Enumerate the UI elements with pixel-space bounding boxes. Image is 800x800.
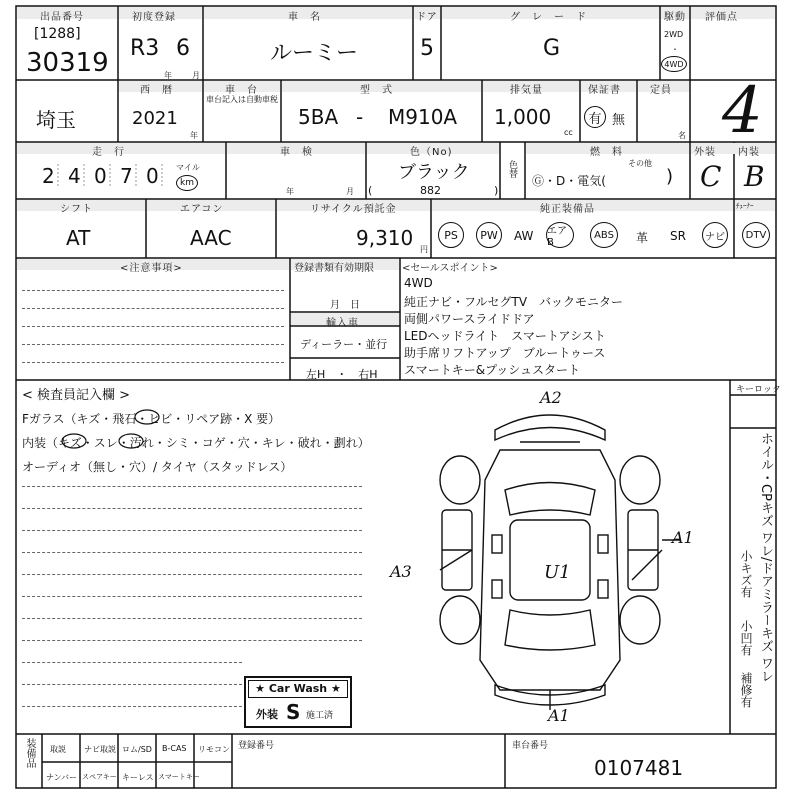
mileage-digit-2: 4 — [68, 164, 81, 188]
carwash-exterior: 外装 — [256, 708, 278, 721]
serial-number: 0107481 — [594, 756, 684, 780]
equipment-bottom-label: 装備品 — [24, 738, 35, 768]
recycle-value: 9,310 — [356, 226, 414, 250]
inspector-line-interior: 内装（キズ・スレ・汚れ・シミ・コゲ・穴・キレ・破れ・劃れ） — [22, 436, 370, 450]
equip-sr: SR — [670, 229, 686, 243]
warranty-no: 無 — [612, 113, 626, 128]
lot-label: 出品番号 — [40, 12, 84, 23]
sales-point-4: LEDヘッドライト スマートアシスト — [404, 329, 606, 343]
fuel-label: 燃 料 — [590, 147, 623, 158]
inspector-line-2 — [22, 508, 362, 509]
first-reg-era: R3 — [130, 36, 160, 61]
color-code-close: ) — [494, 184, 499, 197]
mileage-digit-1: 2 — [42, 164, 55, 188]
side-note-repair: 補修有 — [739, 672, 753, 708]
inspector-line-1 — [22, 486, 362, 487]
inspector-line-8 — [22, 640, 362, 641]
model-prefix: 5BA — [298, 105, 339, 129]
model-dash: - — [356, 105, 364, 129]
inspector-line-10 — [22, 684, 242, 685]
warranty-yes-circled: 有 — [584, 106, 606, 128]
sales-point-label: <セールスポイント> — [402, 263, 498, 274]
mileage-digit-3: 0 — [94, 164, 107, 188]
month-unit: 月 — [192, 71, 200, 80]
equip-dtv-circled: DTV — [742, 222, 770, 248]
color-code: 882 — [420, 184, 441, 197]
drive-separator: ・ — [671, 45, 679, 54]
mileage-digit-4: 7 — [120, 164, 133, 188]
ac-value: AAC — [190, 226, 232, 250]
interior-grade: B — [744, 160, 765, 193]
ac-label: エアコン — [180, 204, 224, 215]
chassis-label: 車 台 — [225, 85, 258, 96]
notice-line-5 — [22, 362, 284, 363]
model-label: 型 式 — [360, 85, 393, 96]
year-label: 西 暦 — [140, 85, 173, 96]
equip-ps-circled: PS — [438, 222, 464, 248]
inspector-line-5 — [22, 574, 362, 575]
inspector-line-9 — [22, 662, 242, 663]
side-note-scratch: 小キズ有 — [739, 550, 753, 598]
reg-number-label: 登録番号 — [238, 741, 275, 751]
color-label: 色（No) — [410, 147, 453, 158]
displacement-label: 排気量 — [510, 85, 543, 96]
mileage-unit-mile: マイル — [176, 163, 200, 172]
mileage-digit-5: 0 — [146, 164, 159, 188]
equip-abs-circled: ABS — [590, 222, 618, 248]
notice-line-1 — [22, 290, 284, 291]
equip-aw: AW — [514, 229, 534, 243]
sales-point-3: 両側パワースライドドア — [404, 312, 535, 326]
lot-number: 30319 — [26, 48, 109, 78]
displacement-value: 1,000 — [494, 105, 552, 129]
first-reg-month: 6 — [176, 36, 190, 61]
drive-4wd-circled: 4WD — [661, 56, 687, 72]
notice-line-4 — [22, 344, 284, 345]
grade-value: G — [543, 36, 561, 61]
mileage-label: 走 行 — [92, 147, 125, 158]
exterior-grade: C — [700, 160, 722, 193]
notice-label: <注意事項> — [120, 263, 183, 274]
door-count: 5 — [420, 36, 434, 61]
interior-label: 内装 — [738, 147, 760, 158]
bottom-item-bcas: B-CAS — [162, 744, 187, 753]
fuel-close: ) — [666, 166, 674, 187]
drive-2wd: 2WD — [664, 30, 684, 39]
carwash-stamp — [244, 676, 352, 728]
chassis-note: 車台記入は自動車税 — [206, 95, 278, 104]
year-unit-2: 年 — [190, 131, 198, 140]
inspector-line-3 — [22, 530, 362, 531]
inspector-line-6 — [22, 596, 362, 597]
equip-navi-circled: ナビ — [702, 222, 728, 248]
inspection-year-unit: 年 — [286, 187, 294, 196]
damage-mark-center: U1 — [544, 562, 571, 583]
recycle-unit: 円 — [420, 245, 428, 254]
import-label: 輸入車 — [326, 318, 359, 329]
color-code-open: ( — [368, 184, 373, 197]
shift-value: AT — [66, 226, 91, 250]
equip-pw-circled: PW — [476, 222, 502, 248]
carwash-title: ★ Car Wash ★ — [248, 680, 348, 698]
shift-label: シフト — [60, 204, 93, 215]
displacement-unit: cc — [564, 128, 573, 137]
equip-airbag-circled: エアB — [546, 222, 574, 248]
drive-label: 駆動 — [664, 12, 686, 23]
inspection-month-unit: 月 — [346, 187, 354, 196]
inspector-line-11 — [22, 706, 242, 707]
sales-point-1: 4WD — [404, 276, 433, 290]
side-note-dent: 小凹有 — [739, 620, 753, 656]
score-label: 評価点 — [705, 12, 738, 23]
car-name-label: 車 名 — [288, 12, 321, 23]
bottom-item-navi-manual: ナビ取説 — [84, 745, 116, 754]
inspector-line-audio: オーディオ（無し・穴）/ タイヤ（スタッドレス） — [22, 460, 293, 474]
sales-point-2: 純正ナビ・フルセグTV バックモニター — [404, 295, 624, 309]
import-dealer: ディーラー・並行 — [300, 338, 388, 351]
door-label: ドア — [416, 12, 438, 23]
inspector-line-glass: Fガラス（キズ・飛石・ヒビ・リペア跡・X 要） — [22, 412, 281, 426]
inspection-label: 車 検 — [280, 147, 313, 158]
carwash-grade: S — [286, 700, 301, 724]
region: 埼玉 — [36, 108, 76, 132]
bottom-item-remote: リモコン — [198, 745, 230, 754]
carwash-done: 施工済 — [306, 711, 334, 721]
car-name: ルーミー — [270, 41, 359, 66]
car-damage-diagram — [400, 390, 700, 730]
damage-mark-bottom: A1 — [548, 706, 570, 725]
color-name: ブラック — [398, 162, 470, 183]
fuel-options: Ⓖ・D・電気( — [532, 174, 606, 188]
bottom-item-smart-key: スマートキー — [158, 773, 200, 781]
keylock-label: キーロック — [736, 385, 781, 395]
fuel-other: その他 — [628, 159, 652, 168]
warranty-label: 保証書 — [588, 85, 621, 96]
lot-sub-number: [1288] — [34, 26, 81, 42]
capacity-unit: 名 — [678, 131, 686, 140]
reg-deadline-label: 登録書類有効期限 — [294, 263, 374, 274]
serial-label: 車台番号 — [512, 741, 549, 751]
mileage-unit-km-circled: km — [176, 175, 198, 191]
capacity-label: 定員 — [650, 85, 672, 96]
bottom-item-plate: ナンバー — [46, 773, 78, 782]
import-handle: 左H ・ 右H — [306, 368, 378, 381]
bottom-item-spare-key: スペアキー — [82, 773, 117, 781]
damage-mark-top: A2 — [540, 388, 562, 407]
tuner-label: ﾁｭｰﾅｰ — [736, 202, 754, 210]
bottom-item-rom-sd: ロム/SD — [122, 745, 152, 754]
bottom-item-keyless: キーレス — [122, 773, 154, 782]
recycle-label: リサイクル預託金 — [310, 204, 397, 215]
damage-mark-left: A3 — [390, 562, 412, 581]
side-text: ホイル・CPキズ ワレ/ドアミラーキズ ワレ — [758, 432, 773, 683]
year-value: 2021 — [132, 108, 178, 129]
inspector-line-7 — [22, 618, 362, 619]
bottom-item-manual: 取説 — [50, 745, 66, 754]
first-reg-label: 初度登録 — [132, 12, 176, 23]
year-unit: 年 — [164, 71, 172, 80]
sales-point-5: 助手席リフトアップ ブルートゥース — [404, 346, 606, 360]
exterior-label: 外装 — [694, 147, 716, 158]
inspector-circle-marks — [16, 400, 396, 480]
equipment-label: 純正装備品 — [540, 204, 595, 215]
sales-point-6: スマートキー&プッシュスタート — [404, 363, 581, 377]
color-change-label: 色替 — [507, 160, 517, 178]
reg-deadline-unit: 月 日 — [330, 300, 360, 311]
damage-mark-right: A1 — [672, 528, 694, 547]
notice-line-3 — [22, 326, 284, 327]
notice-line-2 — [22, 308, 284, 309]
grade-label: グ レ ー ド — [510, 12, 587, 23]
inspector-label: < 検査員記入欄 > — [22, 388, 131, 403]
equip-leather: 革 — [636, 231, 649, 245]
inspector-line-4 — [22, 552, 362, 553]
score-value: 4 — [722, 74, 763, 148]
model-code: M910A — [388, 105, 458, 129]
